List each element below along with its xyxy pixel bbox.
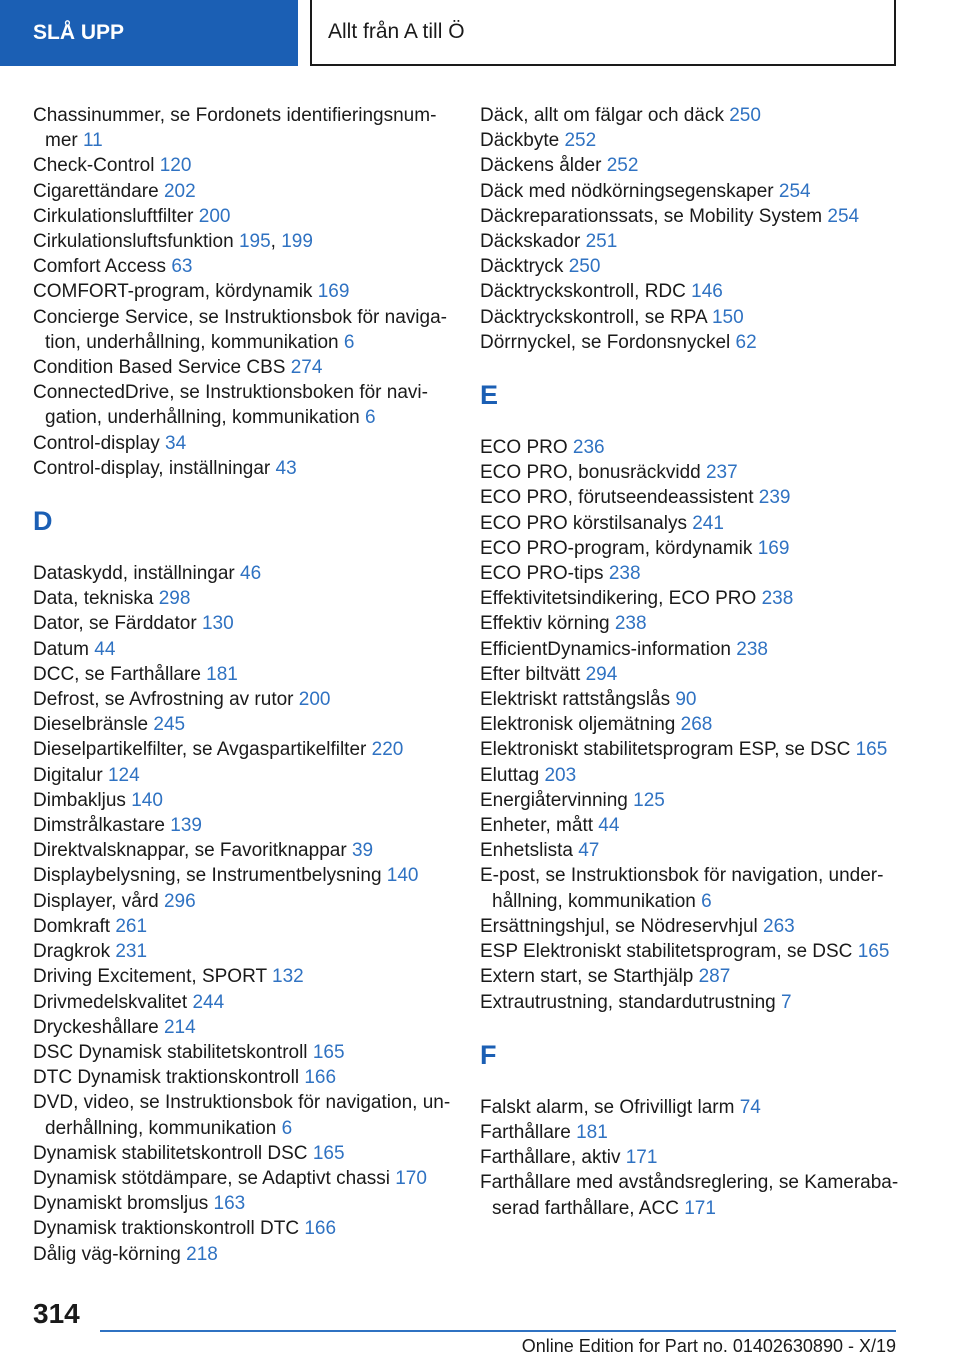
page-reference-link[interactable]: 195: [238, 231, 271, 253]
index-entry-text: Concierge Service, se Instruktionsbok för naviga‐tion, underhållning, kommunikation: [33, 306, 447, 353]
index-entry-text: Farthållare, aktiv: [480, 1147, 621, 1169]
index-entry: [480, 229, 900, 254]
index-entry: [33, 380, 453, 430]
index-entry-text: Domkraft: [33, 915, 111, 937]
page-reference-link[interactable]: 238: [736, 638, 768, 660]
page-reference-link[interactable]: 43: [275, 457, 297, 479]
index-entry: [33, 1242, 453, 1267]
index-entry-text: Extern start, se Starthjälp: [480, 966, 694, 988]
index-entry-text: ConnectedDrive, se Instruktionsboken för navi‐gation, underhållning, kommunikation: [33, 382, 428, 429]
tab-sla-upp[interactable]: [0, 0, 298, 66]
page-reference-link[interactable]: 252: [606, 155, 639, 177]
index-entry-text: ECO PRO: [480, 437, 568, 459]
index-letter-heading: E: [480, 380, 499, 411]
index-entry: [480, 1170, 900, 1220]
index-entry-text: Condition Based Service CBS: [33, 357, 286, 379]
index-entry-text: Chassinummer, se Fordonets identifieringsnum‐mer: [33, 105, 437, 152]
index-entry: [480, 990, 900, 1015]
index-entry-text: EfficientDynamics-information: [480, 638, 731, 660]
index-entry: [33, 788, 453, 813]
index-entry: [480, 128, 900, 153]
index-entry-text: Digitalur: [33, 764, 103, 786]
index-entry: [33, 838, 453, 863]
page-reference-link[interactable]: 166: [304, 1067, 337, 1089]
page-reference-link[interactable]: 200: [198, 205, 231, 227]
index-entry: [33, 763, 453, 788]
index-entry: [33, 637, 453, 662]
index-entry: [480, 536, 900, 561]
index-entry-text: Check-Control: [33, 155, 155, 177]
page-reference-link[interactable]: 165: [855, 739, 888, 761]
page-reference-link[interactable]: 251: [585, 231, 618, 253]
index-entry: [480, 204, 900, 229]
index-column-right: [480, 103, 900, 1221]
index-entry-text: Däck, allt om fälgar och däck: [480, 105, 724, 126]
page-reference-link[interactable]: 47: [578, 840, 600, 862]
index-entry: [480, 687, 900, 712]
page-reference-link[interactable]: 181: [576, 1121, 608, 1143]
index-entry: [480, 964, 900, 989]
index-entry: [33, 279, 453, 304]
page-reference-link[interactable]: 238: [608, 563, 641, 585]
index-entry-text: Dålig väg-körning: [33, 1243, 181, 1265]
index-entry-text: Dimstrålkastare: [33, 815, 165, 837]
index-entry-text: Dragkrok: [33, 941, 111, 963]
index-entry-text: Däcktryckskontroll, RDC: [480, 281, 686, 303]
index-entry: [33, 153, 453, 178]
index-entry-text: Däckskador: [480, 231, 581, 253]
index-entry-text: DTC Dynamisk traktionskontroll: [33, 1067, 300, 1089]
index-entry: [33, 687, 453, 712]
index-letter-heading: F: [480, 1039, 497, 1070]
page-reference-link[interactable]: 241: [692, 512, 724, 534]
index-entry-text: ESP Elektroniskt stabilitetsprogram, se DSC: [480, 941, 853, 963]
page-reference-link[interactable]: 268: [680, 714, 713, 736]
index-entry-text: Displayer, vård: [33, 890, 159, 912]
page-reference-link[interactable]: 250: [729, 105, 761, 126]
index-entry-text: Däcktryckskontroll, se RPA: [480, 306, 707, 328]
index-entry: [480, 1120, 900, 1145]
page-reference-link[interactable]: 274: [290, 357, 323, 379]
index-entry: [480, 763, 900, 788]
footer-divider: [100, 1330, 896, 1332]
page-reference-link[interactable]: 7: [781, 991, 792, 1013]
index-entry: [33, 204, 453, 229]
index-entry-text: Farthållare: [480, 1121, 571, 1143]
index-entry: [33, 305, 453, 355]
index-entry: [480, 737, 900, 762]
index-letter-heading: D: [33, 506, 53, 537]
page-reference-link[interactable]: 203: [544, 764, 577, 786]
page-reference-link[interactable]: 63: [171, 256, 193, 278]
index-entry: [480, 279, 900, 304]
index-entry: [33, 431, 453, 456]
page-reference-link[interactable]: 181: [206, 663, 238, 685]
page-reference-link[interactable]: 6: [701, 890, 712, 912]
index-entry-text: Däck med nödkörningsegenskaper: [480, 180, 774, 202]
page-reference-link[interactable]: 6: [365, 407, 376, 429]
index-entry-text: Effektivitetsindikering, ECO PRO: [480, 588, 757, 610]
index-entry-text: Effektiv körning: [480, 613, 610, 635]
index-entry: [33, 863, 453, 888]
index-entry-text: Dynamisk stötdämpare, se Adaptivt chassi: [33, 1167, 390, 1189]
index-entry: [33, 1141, 453, 1166]
page-reference-link[interactable]: 238: [761, 588, 794, 610]
page-reference-link[interactable]: 165: [312, 1142, 345, 1164]
index-entry: [33, 1216, 453, 1241]
index-entry: [33, 1040, 453, 1065]
page-reference-link[interactable]: 171: [625, 1147, 658, 1169]
index-entry: [480, 662, 900, 687]
index-entry: [480, 863, 900, 913]
page-reference-link[interactable]: 44: [94, 638, 116, 660]
index-entry: [33, 456, 453, 481]
page-reference-link[interactable]: 239: [758, 487, 791, 509]
index-entry-text: Control-display: [33, 432, 160, 454]
index-entry-text: Comfort Access: [33, 256, 167, 278]
page-reference-link[interactable]: 202: [163, 180, 196, 202]
index-entry: [33, 990, 453, 1015]
page-reference-link[interactable]: 132: [272, 966, 304, 988]
page-reference-link[interactable]: 11: [83, 130, 103, 152]
page-reference-link[interactable]: 120: [159, 155, 192, 177]
section-title: Allt från A till Ö: [328, 20, 465, 43]
index-entry-text: Dynamiskt bromsljus: [33, 1193, 209, 1215]
index-entry: [480, 485, 900, 510]
index-entry: [33, 179, 453, 204]
page-reference-link[interactable]: 237: [705, 462, 738, 484]
index-entry: [480, 637, 900, 662]
page-reference-link[interactable]: 39: [351, 840, 374, 862]
index-entry: [480, 914, 900, 939]
index-entry: [33, 712, 453, 737]
index-entry-text: Elektronisk oljemätning: [480, 714, 676, 736]
index-entry-text: Elektriskt rattstångslås: [480, 689, 671, 711]
index-entry-text: Däckens ålder: [480, 155, 602, 177]
index-entry-text: Farthållare med avståndsreglering, se Kameraba‐serad farthållare, ACC: [480, 1172, 899, 1219]
index-entry: [33, 964, 453, 989]
index-entry: [480, 435, 900, 460]
index-entry: [33, 914, 453, 939]
index-entry-text: Energiåtervinning: [480, 789, 628, 811]
page-reference-link[interactable]: 44: [598, 815, 620, 837]
index-column-left: [33, 103, 453, 1267]
page-reference-link[interactable]: 263: [763, 915, 795, 937]
page-reference-link[interactable]: 150: [711, 306, 744, 328]
index-entry-text: Displaybelysning, se Instrumentbelysning: [33, 865, 382, 887]
index-entry-text: Data, tekniska: [33, 588, 154, 610]
index-entry: [480, 586, 900, 611]
index-entry-text: E-post, se Instruktionsbok för navigation, under‐hållning, kommunikation: [480, 865, 884, 912]
index-entry-text: Däckbyte: [480, 130, 560, 152]
page-reference-link[interactable]: 125: [633, 789, 665, 811]
page-reference-link[interactable]: 252: [564, 130, 597, 152]
index-entry: [480, 838, 900, 863]
page-reference-link[interactable]: 140: [386, 865, 419, 887]
page-reference-link[interactable]: 287: [698, 966, 731, 988]
index-entry: [33, 586, 453, 611]
index-entry-text: Däcktryck: [480, 256, 564, 278]
page-reference-link[interactable]: 34: [165, 432, 187, 454]
index-entry-text: Defrost, se Avfrostning av rutor: [33, 689, 294, 711]
index-entry-text: Dieselbränsle: [33, 714, 149, 736]
index-entry-text: Enhetslista: [480, 840, 573, 862]
index-entry: [480, 561, 900, 586]
page-reference-link[interactable]: 250: [568, 256, 601, 278]
index-entry: [33, 737, 453, 762]
index-entry-text: DSC Dynamisk stabilitetskontroll: [33, 1041, 308, 1063]
page-reference-link[interactable]: 130: [201, 613, 234, 635]
page-reference-link[interactable]: 6: [281, 1117, 293, 1139]
index-entry: [480, 939, 900, 964]
page-reference-link[interactable]: 238: [614, 613, 647, 635]
page-reference-link[interactable]: 163: [213, 1193, 246, 1215]
index-entry: [33, 355, 453, 380]
page-reference-link[interactable]: 74: [739, 1096, 761, 1118]
index-entry-text: Control-display, inställningar: [33, 457, 271, 479]
index-entry: Cirkulationsluftsfunktion 195, 199: [33, 231, 313, 253]
index-entry-text: Efter biltvätt: [480, 663, 581, 685]
section-title-tab: [310, 0, 896, 66]
page-reference-link[interactable]: 90: [675, 689, 697, 711]
index-entry: [480, 712, 900, 737]
page-reference-link[interactable]: 6: [343, 331, 355, 353]
page-reference-link[interactable]: 296: [163, 890, 196, 912]
page-reference-link[interactable]: 169: [757, 537, 790, 559]
index-entry: [33, 813, 453, 838]
index-entry-text: Datum: [33, 638, 89, 660]
page-reference-link[interactable]: 254: [778, 180, 811, 202]
page-reference-link[interactable]: 254: [827, 205, 860, 227]
index-entry-text: Dynamisk stabilitetskontroll DSC: [33, 1142, 308, 1164]
page-reference-link[interactable]: 170: [395, 1167, 427, 1189]
footer-edition-text: Online Edition for Part no. 01402630890 - X/19: [521, 1336, 896, 1356]
index-entry-text: Enheter, mått: [480, 815, 594, 837]
index-entry: [33, 1191, 453, 1216]
page-reference-link[interactable]: 146: [691, 281, 723, 303]
index-entry: [33, 939, 453, 964]
page-reference-link[interactable]: 171: [684, 1197, 716, 1219]
page-reference-link[interactable]: 294: [585, 663, 618, 685]
index-entry-text: Däckreparationssats, se Mobility System: [480, 205, 823, 227]
page-reference-link[interactable]: 62: [735, 331, 757, 353]
index-entry-text: ECO PRO-tips: [480, 563, 604, 585]
index-entry: [480, 460, 900, 485]
index-entry: [33, 103, 453, 153]
page-reference-link[interactable]: 214: [163, 1016, 196, 1038]
index-entry-text: Extrautrustning, standardutrustning: [480, 991, 776, 1013]
index-entry: [33, 1065, 453, 1090]
index-entry: [480, 103, 900, 128]
index-entry: [480, 788, 900, 813]
page-reference-link[interactable]: 231: [115, 941, 148, 963]
index-entry: [480, 611, 900, 636]
index-entry-text: Drivmedelskvalitet: [33, 991, 188, 1013]
page-header: [0, 0, 960, 66]
index-entry: [480, 254, 900, 279]
index-entry: [33, 254, 453, 279]
index-entry-text: ECO PRO-program, kördynamik: [480, 537, 753, 559]
page-reference-link[interactable]: 124: [107, 764, 140, 786]
index-entry: [480, 305, 900, 330]
index-entry-text: Ersättningshjul, se Nödreservhjul: [480, 915, 758, 937]
index-entry-text: Cirkulationsluftfilter: [33, 205, 194, 227]
index-entry: [480, 330, 900, 355]
index-entry-text: Eluttag: [480, 764, 540, 786]
index-entry: [480, 1095, 900, 1120]
tab-sla-upp-label: SLÅ UPP: [33, 21, 125, 44]
page-reference-link[interactable]: 140: [131, 789, 163, 811]
page-reference-link[interactable]: 166: [304, 1218, 337, 1240]
page-reference-link[interactable]: 218: [186, 1243, 218, 1265]
index-entry-text: Cirkulationsluftsfunktion: [33, 231, 234, 253]
index-entry: [480, 511, 900, 536]
index-entry-text: DCC, se Farthållare: [33, 663, 201, 685]
index-entry: [480, 179, 900, 204]
index-entry-text: Direktvalsknappar, se Favoritknappar: [33, 840, 347, 862]
index-entry-text: Dator, se Färddator: [33, 613, 197, 635]
index-entry-text: Dryckeshållare: [33, 1016, 159, 1038]
index-entry: [33, 611, 453, 636]
index-entry-text: ECO PRO, förutseendeassistent: [480, 487, 754, 509]
index-entry: [480, 813, 900, 838]
index-entry-text: COMFORT-program, kördynamik: [33, 281, 313, 303]
page-reference-link[interactable]: 199: [281, 231, 313, 253]
index-entry: [33, 561, 453, 586]
page-reference-link[interactable]: 165: [857, 941, 890, 963]
index-entry-text: Driving Excitement, SPORT: [33, 966, 267, 988]
index-entry: [33, 1166, 453, 1191]
index-entry-text: Cigarettändare: [33, 180, 159, 202]
page-reference-link[interactable]: 46: [240, 563, 262, 585]
page-reference-link[interactable]: 200: [298, 689, 331, 711]
index-entry: [33, 662, 453, 687]
index-entry-text: Falskt alarm, se Ofrivilligt larm: [480, 1096, 735, 1118]
index-entry: [480, 153, 900, 178]
page-reference-link[interactable]: 261: [115, 915, 148, 937]
page-reference-link[interactable]: 245: [153, 714, 186, 736]
index-entry-text: Dynamisk traktionskontroll DTC: [33, 1218, 300, 1240]
page-number: 314: [33, 1298, 80, 1329]
index-entry-text: Dieselpartikelfilter, se Avgaspartikelfilter: [33, 739, 367, 761]
index-entry-text: ECO PRO, bonusräckvidd: [480, 462, 701, 484]
page-reference-link[interactable]: 236: [572, 437, 605, 459]
page-reference-link[interactable]: 139: [170, 815, 202, 837]
index-entry: [480, 1145, 900, 1170]
page-reference-link[interactable]: 169: [317, 281, 350, 303]
index-entry-text: ECO PRO körstilsanalys: [480, 512, 687, 534]
index-entry-text: Elektroniskt stabilitetsprogram ESP, se DSC: [480, 739, 851, 761]
page-reference-link[interactable]: 220: [371, 739, 404, 761]
page-reference-link[interactable]: 298: [158, 588, 191, 610]
index-entry-text: Dörrnyckel, se Fordonsnyckel: [480, 331, 731, 353]
index-entry: [33, 889, 453, 914]
index-entry: [33, 1015, 453, 1040]
page-reference-link[interactable]: 165: [312, 1041, 345, 1063]
index-entry-text: Dataskydd, inställningar: [33, 563, 235, 585]
index-entry-text: DVD, video, se Instruktionsbok för navigation, un‐derhållning, kommunikation: [33, 1092, 451, 1139]
index-entry-text: Dimbakljus: [33, 789, 126, 811]
index-entry: [33, 1090, 453, 1140]
page-reference-link[interactable]: 244: [192, 991, 225, 1013]
